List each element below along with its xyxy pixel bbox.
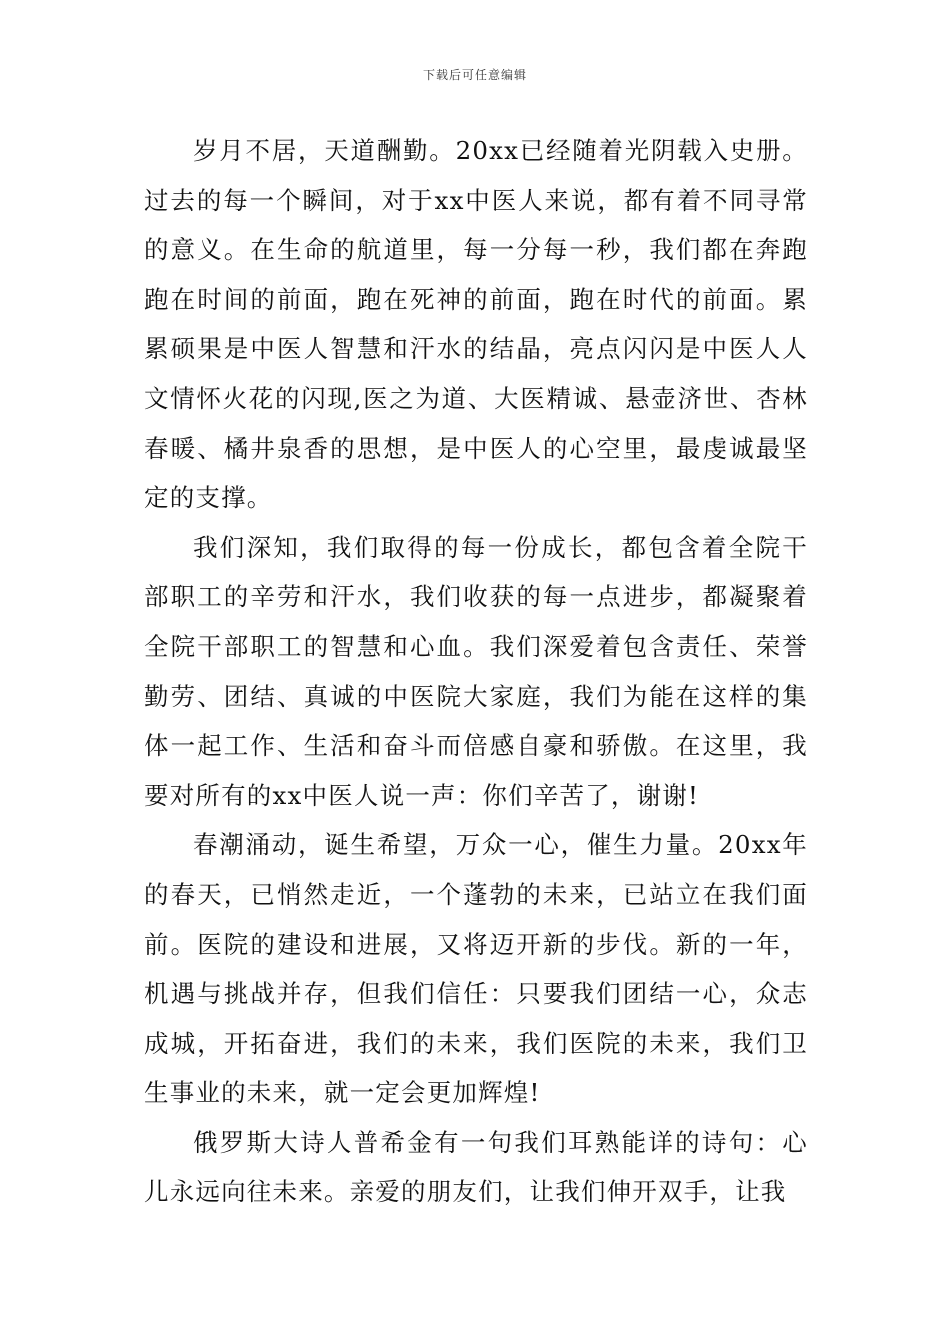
paragraph-4: 俄罗斯大诗人普希金有一句我们耳熟能详的诗句：心儿永远向往未来。亲爱的朋友们，让我们伸开双手，让我	[144, 1127, 808, 1207]
paragraph-3: 春潮涌动，诞生希望，万众一心，催生力量。20xx年的春天，已悄然走近，一个蓬勃的未来，已站立在我们面前。医院的建设和进展，又将迈开新的步伐。新的一年，机遇与挑战并存，但我们信任：只要我们团结一心，众志成城，开拓奋进，我们的未来，我们医院的未来，我们卫生事业的未来，就一定会更加辉煌!	[144, 830, 808, 1108]
paragraph-1: 岁月不居，天道酬勤。20xx已经随着光阴载入史册。过去的每一个瞬间，对于xx中医人来说，都有着不同寻常的意义。在生命的航道里，每一分每一秒，我们都在奔跑跑在时间的前面，跑在死神的前面，跑在时代的前面。累累硕果是中医人智慧和汗水的结晶，亮点闪闪是中医人人文情怀火花的闪现,医之为道、大医精诚、悬壶济世、杏林春暖、橘井泉香的思想，是中医人的心空里，最虔诚最坚定的支撑。	[144, 136, 808, 513]
page-header-note: 下载后可任意编辑	[422, 68, 527, 82]
paragraph-2: 我们深知，我们取得的每一份成长，都包含着全院干部职工的辛劳和汗水，我们收获的每一点进步，都凝聚着全院干部职工的智慧和心血。我们深爱着包含责任、荣誉勤劳、团结、真诚的中医院大家庭，我们为能在这样的集体一起工作、生活和奋斗而倍感自豪和骄傲。在这里，我要对所有的xx中医人说一声：你们辛苦了，谢谢!	[144, 532, 808, 810]
document-body	[144, 126, 808, 1217]
